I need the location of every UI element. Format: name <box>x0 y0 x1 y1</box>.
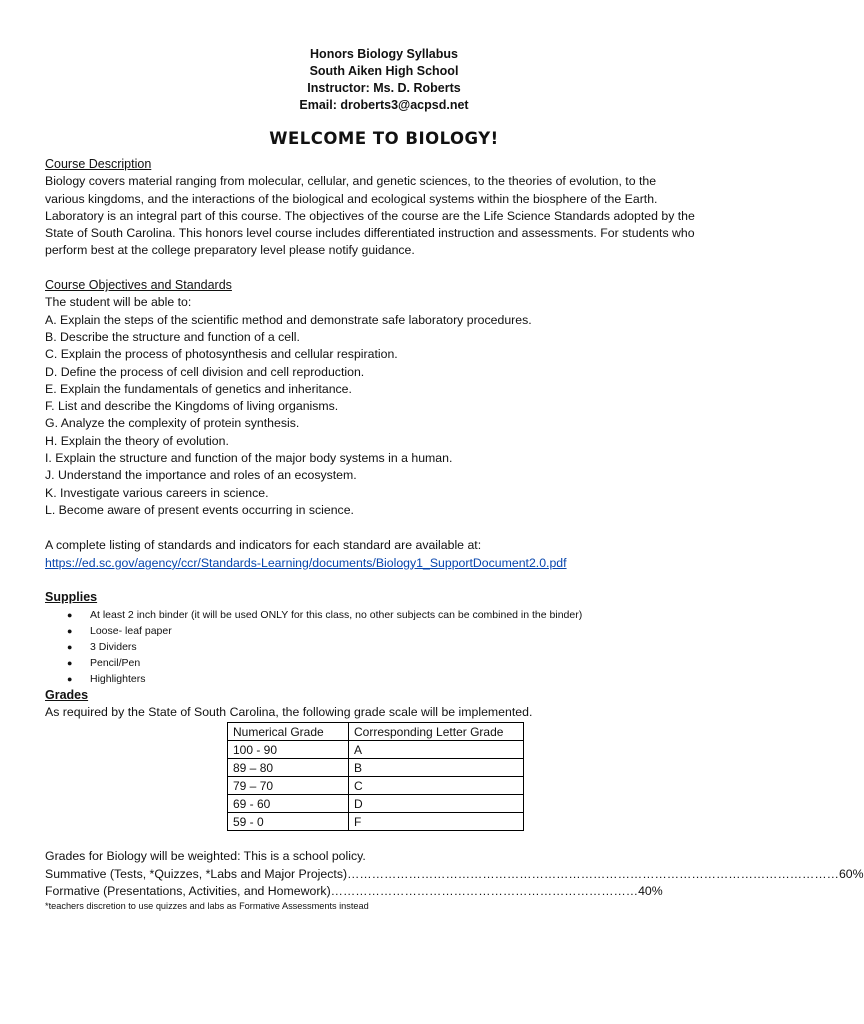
objective-item: I. Explain the structure and function of the major body systems in a human. <box>45 451 453 466</box>
grades-title: Grades <box>45 687 89 702</box>
objective-item: G. Analyze the complexity of protein synthesis. <box>45 416 300 431</box>
table-cell: A <box>349 741 524 759</box>
objective-item: K. Investigate various careers in science. <box>45 485 269 500</box>
list-item: ● Loose- leaf paper <box>67 624 172 637</box>
objective-item: L. Become aware of present events occurring in science. <box>45 502 354 517</box>
instructor-email: Email: droberts3@acpsd.net <box>299 98 469 112</box>
course-description-line: perform best at the college preparatory level please notify guidance. <box>45 243 415 258</box>
objective-item: F. List and describe the Kingdoms of living organisms. <box>45 399 339 414</box>
grades-intro: As required by the State of South Carolina, the following grade scale will be implemented. <box>45 705 533 720</box>
table-header-cell: Numerical Grade <box>228 723 349 741</box>
bullet-icon: ● <box>67 657 73 668</box>
table-cell: 100 - 90 <box>228 741 349 759</box>
table-cell: B <box>349 759 524 777</box>
table-cell: 79 – 70 <box>228 777 349 795</box>
table-row <box>228 777 524 795</box>
list-item: ● At least 2 inch binder (it will be used ONLY for this class, no other subjects can be combined in the binder) <box>67 608 583 621</box>
grades-section <box>45 687 864 913</box>
table-cell: F <box>349 813 524 831</box>
course-description-section <box>45 156 735 260</box>
table-cell: 69 - 60 <box>228 795 349 813</box>
formative-weight: Formative (Presentations, Activities, and Homework)…………………………………………………………………40% <box>45 883 663 898</box>
objective-item: J. Understand the importance and roles of an ecosystem. <box>45 468 357 483</box>
table-row <box>228 813 524 831</box>
course-description-title: Course Description <box>45 157 152 171</box>
course-objectives-section <box>45 277 735 519</box>
supplies-title: Supplies <box>45 590 98 605</box>
list-item: ● Highlighters <box>67 672 146 685</box>
objective-item: D. Define the process of cell division and cell reproduction. <box>45 364 365 379</box>
instructor-name: Instructor: Ms. D. Roberts <box>307 81 461 95</box>
bullet-icon: ● <box>67 641 73 652</box>
table-row <box>228 759 524 777</box>
syllabus-page <box>45 46 864 913</box>
grade-scale-table <box>227 722 524 831</box>
table-row <box>228 795 524 813</box>
list-item: ● 3 Dividers <box>67 640 137 653</box>
table-cell: C <box>349 777 524 795</box>
standards-listing-section <box>45 537 735 573</box>
table-cell: 59 - 0 <box>228 813 349 831</box>
objective-item: C. Explain the process of photosynthesis and cellular respiration. <box>45 347 398 362</box>
summative-weight: Summative (Tests, *Quizzes, *Labs and Major Projects)…………………………………………………………………………………………………………60% <box>45 866 864 881</box>
course-objectives-title: Course Objectives and Standards <box>45 278 232 293</box>
bullet-icon: ● <box>67 673 73 684</box>
list-item: ● Pencil/Pen <box>67 656 141 669</box>
table-header-row <box>228 723 524 741</box>
school-name: South Aiken High School <box>309 64 459 78</box>
table-header-cell: Corresponding Letter Grade <box>349 723 524 741</box>
table-cell: 89 – 80 <box>228 759 349 777</box>
course-description-line: various kingdoms, and the interactions of the biological and ecological systems within the biosphere of the Earth. <box>45 191 658 206</box>
course-description-line: State of South Carolina. This honors level course includes differentiated instruction and assessments. For students who <box>45 226 695 241</box>
course-description-line: Laboratory is an integral part of this course. The objectives of the course are the Life Science Standards adopted by the <box>45 208 695 223</box>
table-cell: D <box>349 795 524 813</box>
bullet-icon: ● <box>67 609 73 620</box>
syllabus-title: Honors Biology Syllabus <box>310 47 458 61</box>
supplies-section <box>45 589 735 686</box>
course-description-line: Biology covers material ranging from molecular, cellular, and genetic sciences, to the theories of evolution, to the <box>45 174 657 189</box>
objective-item: A. Explain the steps of the scientific method and demonstrate safe laboratory procedures. <box>45 312 532 327</box>
standards-document-link[interactable]: https://ed.sc.gov/agency/ccr/Standards-Learning/documents/Biology1_SupportDocument2.0.pdf <box>45 555 567 570</box>
supplies-list <box>45 607 735 687</box>
grade-weighting-intro: Grades for Biology will be weighted: This is a school policy. <box>45 849 366 864</box>
standards-listing-text: A complete listing of standards and indicators for each standard are available at: <box>45 537 482 552</box>
objective-item: E. Explain the fundamentals of genetics and inheritance. <box>45 381 352 396</box>
document-header <box>45 46 723 114</box>
objective-item: H. Explain the theory of evolution. <box>45 433 229 448</box>
bullet-icon: ● <box>67 625 73 636</box>
table-row <box>228 741 524 759</box>
objective-item: B. Describe the structure and function of a cell. <box>45 329 300 344</box>
grading-footnote: *teachers discretion to use quizzes and labs as Formative Assessments instead <box>45 901 369 912</box>
welcome-heading: WELCOME TO BIOLOGY! <box>269 129 499 148</box>
objectives-intro: The student will be able to: <box>45 295 192 310</box>
